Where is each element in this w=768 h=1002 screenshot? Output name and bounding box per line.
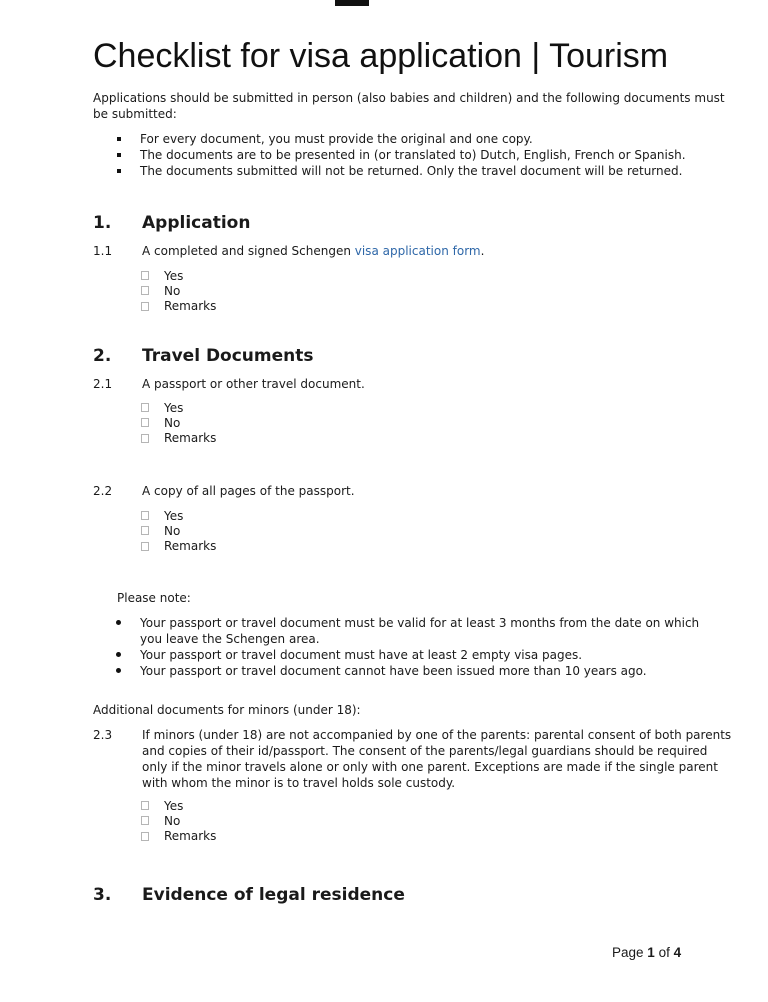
please-note-label: Please note:	[117, 591, 191, 605]
option-yes: Yes	[140, 400, 216, 415]
page-label: Page	[612, 945, 644, 960]
option-no: No	[140, 415, 216, 430]
checkbox-yes[interactable]	[141, 801, 149, 810]
round-bullet-icon	[116, 620, 121, 625]
item-2-1-text: A passport or other travel document.	[142, 377, 365, 391]
item-2-2-text: A copy of all pages of the passport.	[142, 484, 355, 498]
list-item: Your passport or travel document must have at least 2 empty visa pages.	[115, 647, 715, 663]
list-item: For every document, you must provide the original and one copy.	[115, 131, 735, 147]
checkbox-remarks[interactable]	[141, 302, 149, 311]
page-title: Checklist for visa application | Tourism	[93, 37, 669, 75]
checkbox-no[interactable]	[141, 286, 149, 295]
item-2-3-checklist	[140, 798, 216, 844]
checkbox-remarks[interactable]	[141, 434, 149, 443]
item-2-1-number: 2.1	[93, 377, 113, 391]
current-page: 1	[647, 945, 655, 960]
square-bullet-icon	[117, 137, 121, 141]
option-remarks: Remarks	[140, 299, 216, 314]
round-bullet-icon	[116, 668, 121, 673]
item-1-1-text: A completed and signed Schengen visa application form.	[142, 244, 485, 258]
checkbox-yes[interactable]	[141, 403, 149, 412]
checkbox-yes[interactable]	[141, 511, 149, 520]
section-3-title: Evidence of legal residence	[142, 885, 405, 905]
option-no: No	[140, 283, 216, 298]
section-2-number: 2.	[93, 346, 112, 366]
item-2-2-number: 2.2	[93, 484, 113, 498]
list-item: Your passport or travel document cannot have been issued more than 10 years ago.	[115, 663, 715, 679]
minors-heading: Additional documents for minors (under 18):	[93, 703, 361, 717]
checkbox-no[interactable]	[141, 526, 149, 535]
page-footer	[612, 944, 681, 962]
section-1-number: 1.	[93, 213, 112, 233]
item-2-1-checklist	[140, 400, 216, 446]
intro-text: Applications should be submitted in person (also babies and children) and the following documents must be submitted:	[93, 91, 725, 121]
item-1-1-checklist	[140, 268, 216, 314]
checkbox-no[interactable]	[141, 418, 149, 427]
option-yes: Yes	[140, 268, 216, 283]
top-edge-mark	[335, 0, 369, 6]
list-item: The documents are to be presented in (or translated to) Dutch, English, French or Spanish.	[115, 147, 735, 163]
checkbox-yes[interactable]	[141, 271, 149, 280]
visa-application-link[interactable]: visa application	[354, 244, 449, 258]
option-remarks: Remarks	[140, 829, 216, 844]
checkbox-remarks[interactable]	[141, 832, 149, 841]
section-2-title: Travel Documents	[142, 346, 314, 366]
section-1-title: Application	[142, 213, 251, 233]
square-bullet-icon	[117, 169, 121, 173]
option-no: No	[140, 813, 216, 828]
option-yes: Yes	[140, 508, 216, 523]
general-requirements-list	[115, 131, 735, 179]
item-1-1-number: 1.1	[93, 244, 113, 258]
option-no: No	[140, 523, 216, 538]
checkbox-no[interactable]	[141, 816, 149, 825]
option-remarks: Remarks	[140, 431, 216, 446]
round-bullet-icon	[116, 652, 121, 657]
item-2-3-number: 2.3	[93, 728, 113, 742]
list-item: Your passport or travel document must be valid for at least 3 months from the date on which you leave the Schengen area.	[115, 615, 715, 647]
item-2-2-checklist	[140, 508, 216, 554]
checkbox-remarks[interactable]	[141, 542, 149, 551]
item-2-3-text: If minors (under 18) are not accompanied by one of the parents: parental consent of both parents and copies of their id/passport. The consent of the parents/legal guardians should be required only if the minor travels alone or only with one parent. Exceptions are made if the single parent with whom the minor is to travel holds sole custody.	[142, 728, 732, 790]
option-yes: Yes	[140, 798, 216, 813]
list-item: The documents submitted will not be returned. Only the travel document will be returned.	[115, 163, 735, 179]
of-label: of	[658, 945, 670, 960]
total-pages: 4	[673, 945, 682, 960]
passport-notes-list	[115, 615, 715, 679]
section-3-number: 3.	[93, 885, 112, 905]
square-bullet-icon	[117, 153, 121, 157]
option-remarks: Remarks	[140, 539, 216, 554]
